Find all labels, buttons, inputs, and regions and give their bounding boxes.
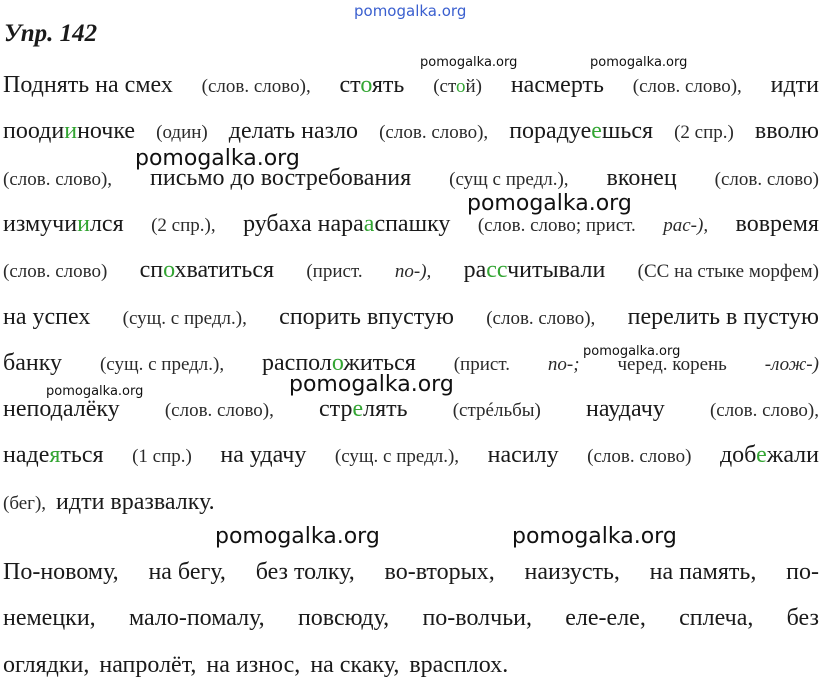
watermark: pomogalka.org [590, 55, 688, 70]
highlighted-letter: и [77, 210, 90, 237]
grammar-note: (слов. слово) [714, 168, 819, 190]
highlighted-letter: о [360, 72, 372, 98]
phrase: поодииночке [3, 118, 136, 145]
watermark-top[interactable]: pomogalka.org [354, 2, 467, 20]
grammar-note: (сущ. с предл.), [99, 353, 225, 375]
watermark: pomogalka.org [467, 191, 632, 216]
grammar-note: по-), [394, 261, 432, 283]
grammar-note: (прист. [306, 261, 363, 283]
highlighted-letter: я [49, 442, 61, 469]
phrase: стрелять [319, 396, 408, 423]
adverb: сплеча, [679, 605, 754, 632]
phrase: рубаха нарааспашку [243, 210, 451, 237]
grammar-note: (2 спр.), [151, 214, 216, 236]
adverb: по-волчьи, [422, 605, 532, 632]
phrase: банку [3, 349, 63, 376]
grammar-note: (один) [156, 122, 208, 144]
grammar-note: (слов. слово) [3, 261, 108, 283]
grammar-note: (слов. слово), [379, 122, 489, 144]
text-line [3, 642, 819, 688]
watermark: pomogalka.org [215, 524, 380, 549]
phrase: на успех [3, 303, 91, 330]
adverb: на износ, [206, 651, 301, 678]
grammar-note: (слов. слово), [164, 400, 274, 422]
highlighted-letter: е [756, 442, 767, 469]
phrase: вволю [754, 118, 819, 145]
grammar-note: (прист. [453, 353, 510, 375]
adverb: на бегу, [148, 559, 226, 585]
watermark: pomogalka.org [583, 344, 681, 359]
highlighted-letter: о [163, 257, 175, 284]
grammar-note: черед. корень [617, 353, 727, 375]
text-line [3, 62, 819, 108]
grammar-note: рас-), [663, 214, 709, 236]
grammar-note: (слов. слово) [587, 446, 692, 468]
adverb: на скаку, [310, 651, 400, 678]
grammar-note: -лож-) [764, 353, 819, 375]
watermark: pomogalka.org [46, 384, 144, 399]
phrase: расположиться [262, 349, 416, 376]
grammar-note: (слов. слово), [632, 76, 742, 97]
phrase: перелить в пустую [627, 303, 819, 330]
phrase: стоять [339, 72, 405, 98]
adverb: еле-еле, [565, 605, 646, 632]
highlighted-letter: е [591, 118, 602, 145]
phrase: вконец [606, 164, 677, 191]
grammar-note: (сущ с предл.), [449, 168, 569, 190]
adverb: оглядки, [3, 651, 90, 678]
adverb: напролёт, [99, 651, 197, 678]
phrase: надеяться [3, 442, 104, 469]
phrase: на удачу [220, 442, 307, 469]
adverb: наизусть, [524, 559, 620, 585]
adverb: по- [786, 559, 819, 585]
watermark: pomogalka.org [512, 524, 677, 549]
phrase: Поднять на смех [3, 72, 173, 98]
phrase: спохватиться [139, 257, 275, 284]
phrase: наудачу [586, 396, 665, 423]
grammar-note: (сущ. с предл.), [122, 307, 247, 329]
grammar-note: (стрéльбы) [452, 400, 541, 422]
grammar-note: (бег), [3, 492, 47, 514]
grammar-note: (2 спр.) [674, 122, 734, 144]
text-line [3, 247, 819, 293]
adverb: повсюду, [297, 605, 390, 632]
grammar-note: по-; [547, 353, 580, 375]
grammar-note: (сущ. с предл.), [334, 446, 460, 468]
text-line [3, 595, 819, 641]
phrase: порадуеешься [509, 118, 654, 145]
phrase: насмерть [510, 72, 604, 98]
adverb: мало-помалу, [128, 605, 265, 632]
grammar-note: (слов. слово), [709, 400, 819, 422]
highlighted-letter: о [331, 349, 344, 376]
adverb: По-новому, [3, 559, 119, 585]
grammar-note: (СС на стыке морфем) [637, 261, 819, 283]
adverb: на память, [649, 559, 757, 585]
text-line [3, 201, 819, 247]
phrase: письмо до востребования [150, 164, 412, 191]
text-line [3, 432, 819, 478]
highlighted-letter: сс [486, 257, 508, 284]
phrase: вовремя [735, 210, 819, 237]
grammar-note: (стой) [433, 76, 483, 97]
text-line [3, 386, 819, 432]
text-line [3, 479, 819, 525]
text-line [3, 108, 819, 154]
grammar-note: (слов. слово; прист. [477, 214, 636, 236]
watermark: pomogalka.org [135, 146, 300, 171]
highlighted-letter: о [456, 76, 466, 97]
phrase: рассчитывали [463, 257, 606, 284]
adverb: врасплох. [409, 651, 509, 678]
highlighted-letter: а [363, 210, 375, 237]
phrase: идти [770, 72, 819, 98]
adverb: немецки, [3, 605, 96, 632]
adverb: без [786, 605, 819, 632]
adverb: без толку, [255, 559, 355, 585]
phrase: насилу [487, 442, 559, 469]
highlighted-letter: и [64, 118, 78, 145]
exercise-title: Упр. 142 [4, 20, 98, 47]
watermark: pomogalka.org [289, 372, 454, 397]
phrase: делать назло [228, 118, 359, 145]
phrase: неподалёку [3, 396, 120, 423]
grammar-note: (1 спр.) [132, 446, 192, 468]
phrase: добежали [719, 442, 819, 469]
grammar-note: (слов. слово), [486, 307, 596, 329]
watermark: pomogalka.org [420, 55, 518, 70]
phrase: спорить впустую [279, 303, 454, 330]
adverb: во-вторых, [384, 559, 495, 585]
phrase: идти вразвалку. [56, 488, 215, 515]
grammar-note: (слов. слово), [3, 168, 113, 190]
phrase: измучиился [3, 210, 124, 237]
text-line [3, 549, 819, 595]
text-line [3, 155, 819, 201]
text-line [3, 340, 819, 386]
text-line [3, 294, 819, 340]
highlighted-letter: е [352, 396, 364, 423]
grammar-note: (слов. слово), [201, 76, 311, 97]
